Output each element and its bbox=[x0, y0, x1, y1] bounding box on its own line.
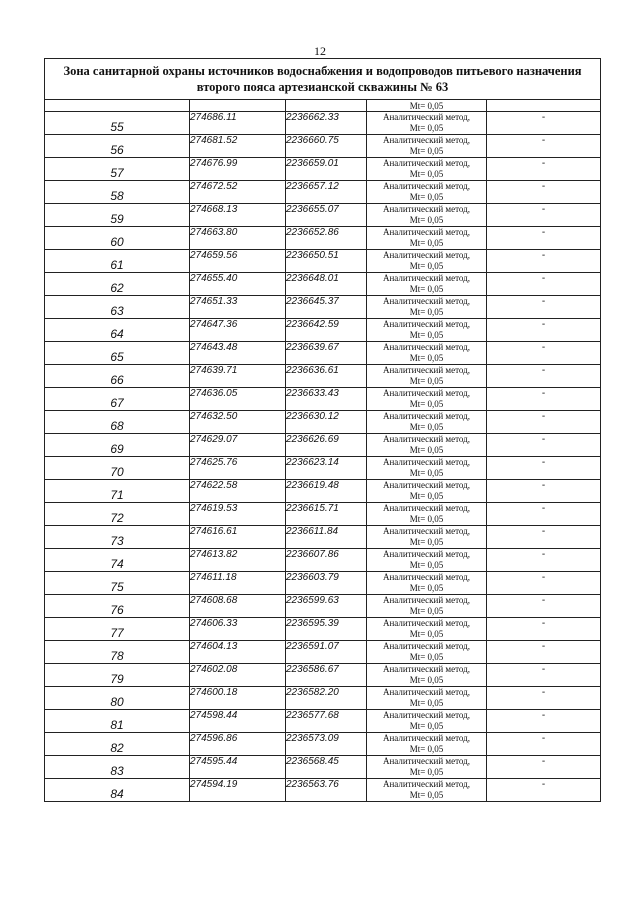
point-number: 57 bbox=[45, 158, 190, 181]
coord-x: 274613.82 bbox=[190, 549, 286, 572]
table-row bbox=[45, 273, 601, 296]
empty-cell bbox=[286, 100, 367, 112]
point-number: 66 bbox=[45, 365, 190, 388]
coord-x: 274629.07 bbox=[190, 434, 286, 457]
method-label: Аналитический метод, bbox=[382, 342, 471, 352]
method-cell bbox=[367, 342, 487, 365]
point-number: 55 bbox=[45, 112, 190, 135]
point-number: 76 bbox=[45, 595, 190, 618]
method-label: Аналитический метод, bbox=[382, 112, 471, 122]
coord-x: 274668.13 bbox=[190, 204, 286, 227]
method-cell bbox=[367, 779, 487, 802]
dash-cell: - bbox=[487, 296, 601, 319]
coord-x: 274598.44 bbox=[190, 710, 286, 733]
coord-x: 274611.18 bbox=[190, 572, 286, 595]
method-cell bbox=[367, 227, 487, 250]
method-label: Аналитический метод, bbox=[382, 641, 471, 651]
point-number: 78 bbox=[45, 641, 190, 664]
coord-y: 2236573.09 bbox=[286, 733, 367, 756]
table-row bbox=[45, 135, 601, 158]
coord-y: 2236636.61 bbox=[286, 365, 367, 388]
accuracy-value: Mt= 0,05 bbox=[409, 398, 444, 409]
coord-y: 2236659.01 bbox=[286, 158, 367, 181]
coord-x: 274594.19 bbox=[190, 779, 286, 802]
accuracy-value: Mt= 0,05 bbox=[409, 789, 444, 800]
coord-y: 2236607.86 bbox=[286, 549, 367, 572]
point-number: 67 bbox=[45, 388, 190, 411]
table-row bbox=[45, 549, 601, 572]
coord-x: 274600.18 bbox=[190, 687, 286, 710]
method-label: Аналитический метод, bbox=[382, 411, 471, 421]
point-number: 80 bbox=[45, 687, 190, 710]
coord-y: 2236623.14 bbox=[286, 457, 367, 480]
method-cell bbox=[367, 388, 487, 411]
point-number: 75 bbox=[45, 572, 190, 595]
method-label: Аналитический метод, bbox=[382, 457, 471, 467]
coord-y: 2236603.79 bbox=[286, 572, 367, 595]
continuation-row bbox=[45, 100, 601, 112]
method-cell bbox=[367, 641, 487, 664]
table-row bbox=[45, 779, 601, 802]
coord-x: 274681.52 bbox=[190, 135, 286, 158]
point-number: 58 bbox=[45, 181, 190, 204]
page-number: 12 bbox=[314, 44, 326, 58]
method-cell bbox=[367, 549, 487, 572]
method-cell bbox=[367, 319, 487, 342]
table-row bbox=[45, 457, 601, 480]
dash-cell: - bbox=[487, 664, 601, 687]
method-cell bbox=[367, 457, 487, 480]
point-number: 68 bbox=[45, 411, 190, 434]
coord-y: 2236586.67 bbox=[286, 664, 367, 687]
method-label: Аналитический метод, bbox=[382, 434, 471, 444]
point-number: 65 bbox=[45, 342, 190, 365]
table-row bbox=[45, 595, 601, 618]
point-number: 83 bbox=[45, 756, 190, 779]
dash-cell: - bbox=[487, 618, 601, 641]
coord-y: 2236652.86 bbox=[286, 227, 367, 250]
coord-x: 274686.11 bbox=[190, 112, 286, 135]
coord-x: 274596.86 bbox=[190, 733, 286, 756]
method-label: Аналитический метод, bbox=[382, 526, 471, 536]
method-cell bbox=[367, 664, 487, 687]
method-cell bbox=[367, 181, 487, 204]
dash-cell: - bbox=[487, 227, 601, 250]
dash-cell: - bbox=[487, 480, 601, 503]
method-cell bbox=[367, 112, 487, 135]
title-line-1: Зона санитарной охраны источников водоснабжения и водопроводов питьевого назначения bbox=[63, 64, 582, 78]
table-row bbox=[45, 664, 601, 687]
table-row bbox=[45, 296, 601, 319]
dash-cell: - bbox=[487, 319, 601, 342]
coord-y: 2236657.12 bbox=[286, 181, 367, 204]
empty-cell bbox=[45, 100, 190, 112]
coord-y: 2236595.39 bbox=[286, 618, 367, 641]
accuracy-value: Mt= 0,05 bbox=[409, 191, 444, 202]
accuracy-value: Mt= 0,05 bbox=[409, 559, 444, 570]
coord-y: 2236648.01 bbox=[286, 273, 367, 296]
method-cell bbox=[367, 250, 487, 273]
table-row bbox=[45, 227, 601, 250]
coord-x: 274632.50 bbox=[190, 411, 286, 434]
method-label: Аналитический метод, bbox=[382, 181, 471, 191]
table-row bbox=[45, 710, 601, 733]
point-number: 69 bbox=[45, 434, 190, 457]
coord-y: 2236599.63 bbox=[286, 595, 367, 618]
coord-y: 2236660.75 bbox=[286, 135, 367, 158]
coord-y: 2236662.33 bbox=[286, 112, 367, 135]
dash-cell: - bbox=[487, 204, 601, 227]
method-cell bbox=[367, 618, 487, 641]
accuracy-value: Mt= 0,05 bbox=[409, 720, 444, 731]
dash-cell: - bbox=[487, 710, 601, 733]
accuracy-value: Mt= 0,05 bbox=[409, 467, 444, 478]
accuracy-value: Mt= 0,05 bbox=[409, 697, 444, 708]
method-cell bbox=[367, 296, 487, 319]
coord-x: 274636.05 bbox=[190, 388, 286, 411]
table-row bbox=[45, 181, 601, 204]
accuracy-value: Mt= 0,05 bbox=[409, 122, 444, 133]
dash-cell: - bbox=[487, 342, 601, 365]
coord-x: 274643.48 bbox=[190, 342, 286, 365]
method-cell bbox=[367, 503, 487, 526]
method-cell bbox=[367, 411, 487, 434]
method-label: Аналитический метод, bbox=[382, 779, 471, 789]
accuracy-value: Mt= 0,05 bbox=[409, 329, 444, 340]
method-label: Аналитический метод, bbox=[382, 296, 471, 306]
point-number: 72 bbox=[45, 503, 190, 526]
accuracy-value: Mt= 0,05 bbox=[409, 145, 444, 156]
table-row bbox=[45, 365, 601, 388]
coord-x: 274606.33 bbox=[190, 618, 286, 641]
accuracy-value: Mt= 0,05 bbox=[409, 352, 444, 363]
method-label: Аналитический метод, bbox=[382, 595, 471, 605]
coord-x: 274676.99 bbox=[190, 158, 286, 181]
accuracy-value: Mt= 0,05 bbox=[409, 490, 444, 501]
point-number: 82 bbox=[45, 733, 190, 756]
method-label: Аналитический метод, bbox=[382, 733, 471, 743]
dash-cell: - bbox=[487, 158, 601, 181]
coord-y: 2236633.43 bbox=[286, 388, 367, 411]
title-row bbox=[45, 59, 601, 100]
coord-y: 2236611.84 bbox=[286, 526, 367, 549]
coord-y: 2236626.69 bbox=[286, 434, 367, 457]
method-label: Аналитический метод, bbox=[382, 158, 471, 168]
coord-x: 274655.40 bbox=[190, 273, 286, 296]
accuracy-value: Mt= 0,05 bbox=[409, 283, 444, 294]
method-label: Аналитический метод, bbox=[382, 388, 471, 398]
accuracy-value: Mt= 0,05 bbox=[409, 743, 444, 754]
dash-cell: - bbox=[487, 733, 601, 756]
method-label: Аналитический метод, bbox=[382, 135, 471, 145]
coord-y: 2236563.76 bbox=[286, 779, 367, 802]
method-cell bbox=[367, 480, 487, 503]
method-cell bbox=[367, 710, 487, 733]
coord-x: 274595.44 bbox=[190, 756, 286, 779]
point-number: 64 bbox=[45, 319, 190, 342]
dash-cell: - bbox=[487, 388, 601, 411]
table-row bbox=[45, 250, 601, 273]
coord-y: 2236568.45 bbox=[286, 756, 367, 779]
coord-x: 274651.33 bbox=[190, 296, 286, 319]
table-row bbox=[45, 411, 601, 434]
accuracy-value: Mt= 0,05 bbox=[409, 651, 444, 662]
coord-x: 274619.53 bbox=[190, 503, 286, 526]
method-cell bbox=[367, 434, 487, 457]
dash-cell: - bbox=[487, 549, 601, 572]
method-label: Аналитический метод, bbox=[382, 480, 471, 490]
table-row bbox=[45, 388, 601, 411]
table-row bbox=[45, 319, 601, 342]
table-row bbox=[45, 480, 601, 503]
dash-cell: - bbox=[487, 457, 601, 480]
method-cell bbox=[367, 135, 487, 158]
dash-cell: - bbox=[487, 503, 601, 526]
table-row bbox=[45, 526, 601, 549]
table-row bbox=[45, 733, 601, 756]
coord-y: 2236615.71 bbox=[286, 503, 367, 526]
coord-x: 274672.52 bbox=[190, 181, 286, 204]
dash-cell: - bbox=[487, 112, 601, 135]
coord-y: 2236591.07 bbox=[286, 641, 367, 664]
dash-cell: - bbox=[487, 687, 601, 710]
method-label: Аналитический метод, bbox=[382, 503, 471, 513]
accuracy-value: Mt= 0,05 bbox=[409, 605, 444, 616]
title-line-2: второго пояса артезианской скважины № 63 bbox=[196, 80, 449, 94]
accuracy-value: Mt= 0,05 bbox=[409, 536, 444, 547]
point-number: 62 bbox=[45, 273, 190, 296]
coord-x: 274604.13 bbox=[190, 641, 286, 664]
accuracy-value: Mt= 0,05 bbox=[409, 237, 444, 248]
accuracy-value: Mt= 0,05 bbox=[409, 513, 444, 524]
method-label: Аналитический метод, bbox=[382, 319, 471, 329]
method-cell bbox=[367, 526, 487, 549]
table-row bbox=[45, 342, 601, 365]
dash-cell: - bbox=[487, 641, 601, 664]
table-row bbox=[45, 158, 601, 181]
accuracy-value: Mt= 0,05 bbox=[409, 214, 444, 225]
accuracy-value: Mt= 0,05 bbox=[409, 168, 444, 179]
method-cell bbox=[367, 273, 487, 296]
point-number: 63 bbox=[45, 296, 190, 319]
dash-cell: - bbox=[487, 135, 601, 158]
method-cell bbox=[367, 733, 487, 756]
dash-cell: - bbox=[487, 756, 601, 779]
dash-cell: - bbox=[487, 181, 601, 204]
table-row bbox=[45, 572, 601, 595]
accuracy-value: Mt= 0,05 bbox=[409, 260, 444, 271]
accuracy-value: Mt= 0,05 bbox=[409, 628, 444, 639]
method-label: Аналитический метод, bbox=[382, 756, 471, 766]
coord-y: 2236582.20 bbox=[286, 687, 367, 710]
method-cell bbox=[367, 365, 487, 388]
method-label: Аналитический метод, bbox=[382, 687, 471, 697]
point-number: 71 bbox=[45, 480, 190, 503]
table-row bbox=[45, 204, 601, 227]
coord-y: 2236639.67 bbox=[286, 342, 367, 365]
coord-y: 2236630.12 bbox=[286, 411, 367, 434]
coord-x: 274622.58 bbox=[190, 480, 286, 503]
coordinates-table bbox=[44, 58, 601, 802]
table-row bbox=[45, 434, 601, 457]
method-cell bbox=[367, 687, 487, 710]
table-title bbox=[45, 59, 601, 100]
dash-cell: - bbox=[487, 273, 601, 296]
coord-x: 274608.68 bbox=[190, 595, 286, 618]
table-row bbox=[45, 641, 601, 664]
empty-cell bbox=[487, 100, 601, 112]
coord-y: 2236577.68 bbox=[286, 710, 367, 733]
coord-x: 274639.71 bbox=[190, 365, 286, 388]
coord-x: 274663.80 bbox=[190, 227, 286, 250]
method-label: Аналитический метод, bbox=[382, 710, 471, 720]
accuracy-value: Mt= 0,05 bbox=[409, 375, 444, 386]
coord-x: 274602.08 bbox=[190, 664, 286, 687]
dash-cell: - bbox=[487, 572, 601, 595]
method-cell bbox=[367, 158, 487, 181]
point-number: 70 bbox=[45, 457, 190, 480]
dash-cell: - bbox=[487, 779, 601, 802]
method-label: Аналитический метод, bbox=[382, 273, 471, 283]
method-label: Аналитический метод, bbox=[382, 664, 471, 674]
method-label: Аналитический метод, bbox=[382, 618, 471, 628]
point-number: 77 bbox=[45, 618, 190, 641]
method-cell bbox=[367, 204, 487, 227]
coord-y: 2236655.07 bbox=[286, 204, 367, 227]
coord-x: 274625.76 bbox=[190, 457, 286, 480]
method-label: Аналитический метод, bbox=[382, 227, 471, 237]
empty-cell bbox=[190, 100, 286, 112]
method-label: Аналитический метод, bbox=[382, 365, 471, 375]
table-row bbox=[45, 503, 601, 526]
method-cell bbox=[367, 572, 487, 595]
method-label: Аналитический метод, bbox=[382, 549, 471, 559]
coord-y: 2236642.59 bbox=[286, 319, 367, 342]
dash-cell: - bbox=[487, 365, 601, 388]
point-number: 60 bbox=[45, 227, 190, 250]
coord-y: 2236645.37 bbox=[286, 296, 367, 319]
point-number: 79 bbox=[45, 664, 190, 687]
table-row bbox=[45, 687, 601, 710]
point-number: 74 bbox=[45, 549, 190, 572]
table-row bbox=[45, 112, 601, 135]
dash-cell: - bbox=[487, 434, 601, 457]
dash-cell: - bbox=[487, 526, 601, 549]
accuracy-value: Mt= 0,05 bbox=[409, 444, 444, 455]
dash-cell: - bbox=[487, 595, 601, 618]
point-number: 61 bbox=[45, 250, 190, 273]
coord-y: 2236650.51 bbox=[286, 250, 367, 273]
method-cell bbox=[367, 595, 487, 618]
method-label: Аналитический метод, bbox=[382, 572, 471, 582]
coord-x: 274647.36 bbox=[190, 319, 286, 342]
method-cell bbox=[367, 756, 487, 779]
dash-cell: - bbox=[487, 411, 601, 434]
point-number: 81 bbox=[45, 710, 190, 733]
point-number: 84 bbox=[45, 779, 190, 802]
accuracy-value: Mt= 0,05 bbox=[409, 766, 444, 777]
table-row bbox=[45, 618, 601, 641]
coord-x: 274616.61 bbox=[190, 526, 286, 549]
dash-cell: - bbox=[487, 250, 601, 273]
accuracy-value: Mt= 0,05 bbox=[409, 421, 444, 432]
accuracy-value: Mt= 0,05 bbox=[409, 674, 444, 685]
table-row bbox=[45, 756, 601, 779]
accuracy-cell: Mt= 0,05 bbox=[367, 100, 487, 112]
point-number: 59 bbox=[45, 204, 190, 227]
accuracy-value: Mt= 0,05 bbox=[409, 306, 444, 317]
point-number: 56 bbox=[45, 135, 190, 158]
method-label: Аналитический метод, bbox=[382, 204, 471, 214]
coord-x: 274659.56 bbox=[190, 250, 286, 273]
accuracy-value: Mt= 0,05 bbox=[409, 582, 444, 593]
coord-y: 2236619.48 bbox=[286, 480, 367, 503]
point-number: 73 bbox=[45, 526, 190, 549]
method-label: Аналитический метод, bbox=[382, 250, 471, 260]
